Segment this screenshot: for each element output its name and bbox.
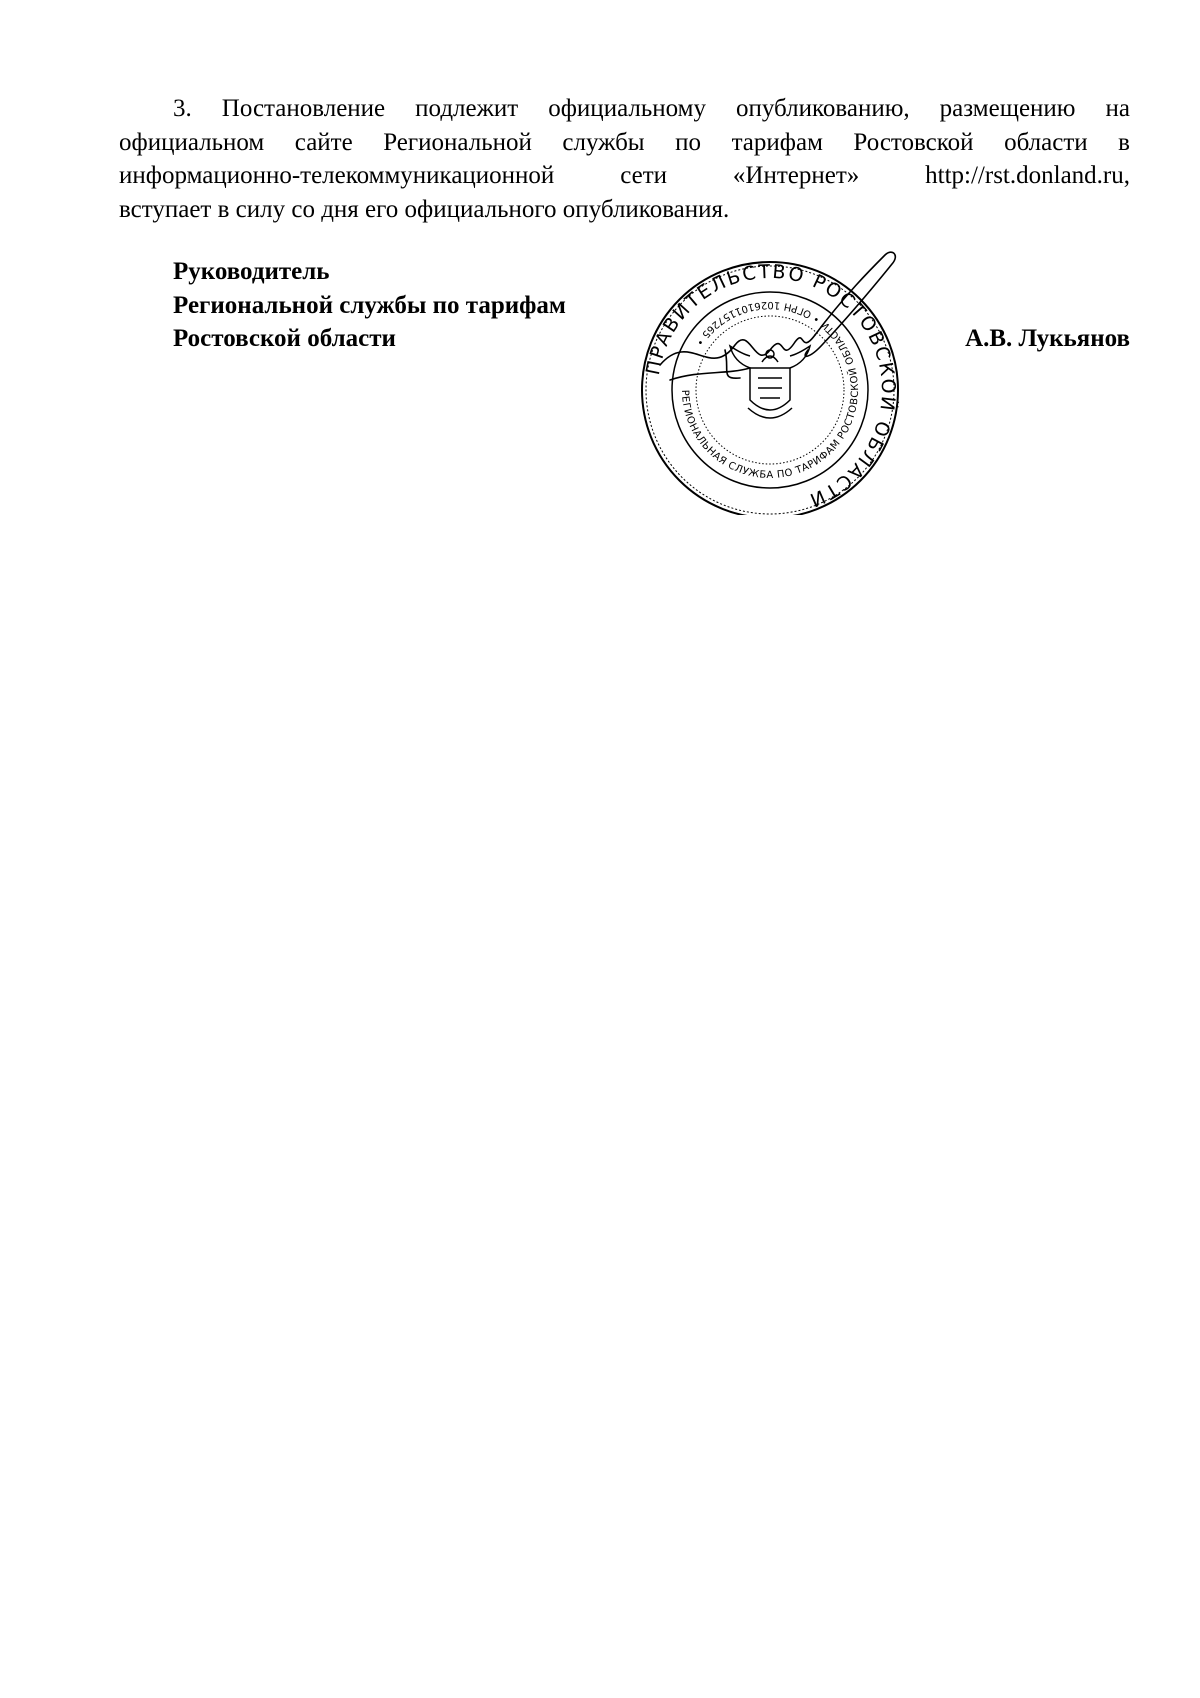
paragraph-3 (119, 92, 1130, 226)
signatory-title (173, 255, 566, 356)
signatory-name: А.В. Лукьянов (965, 325, 1130, 352)
seal-outer-text: ПРАВИТЕЛЬСТВО РОСТОВСКОЙ ОБЛАСТИ (641, 260, 900, 512)
signatory-title-line: Региональной службы по тарифам (173, 291, 566, 319)
official-seal-stamp (630, 250, 910, 515)
paragraph-line: вступает в силу со дня его официального опубликования. (119, 195, 730, 223)
seal-inner-text: РЕГИОНАЛЬНАЯ СЛУЖБА ПО ТАРИФАМ РОСТОВСКОЙ ОБЛАСТИ • ОГРН 1026101157265 • (678, 298, 862, 482)
signatory-title-line: Руководитель (173, 258, 330, 285)
paragraph-line: официальном сайте Региональной службы по тарифам Ростовской области в (119, 128, 1130, 156)
coat-of-arms-icon (730, 346, 810, 418)
paragraph-line: информационно-телекоммуникационной сети «Интернет» http://rst.donland.ru, (119, 162, 1130, 189)
paragraph-line: 3. Постановление подлежит официальному опубликованию, размещению на (173, 95, 1130, 122)
signatory-title-line: Ростовской области (173, 325, 396, 352)
